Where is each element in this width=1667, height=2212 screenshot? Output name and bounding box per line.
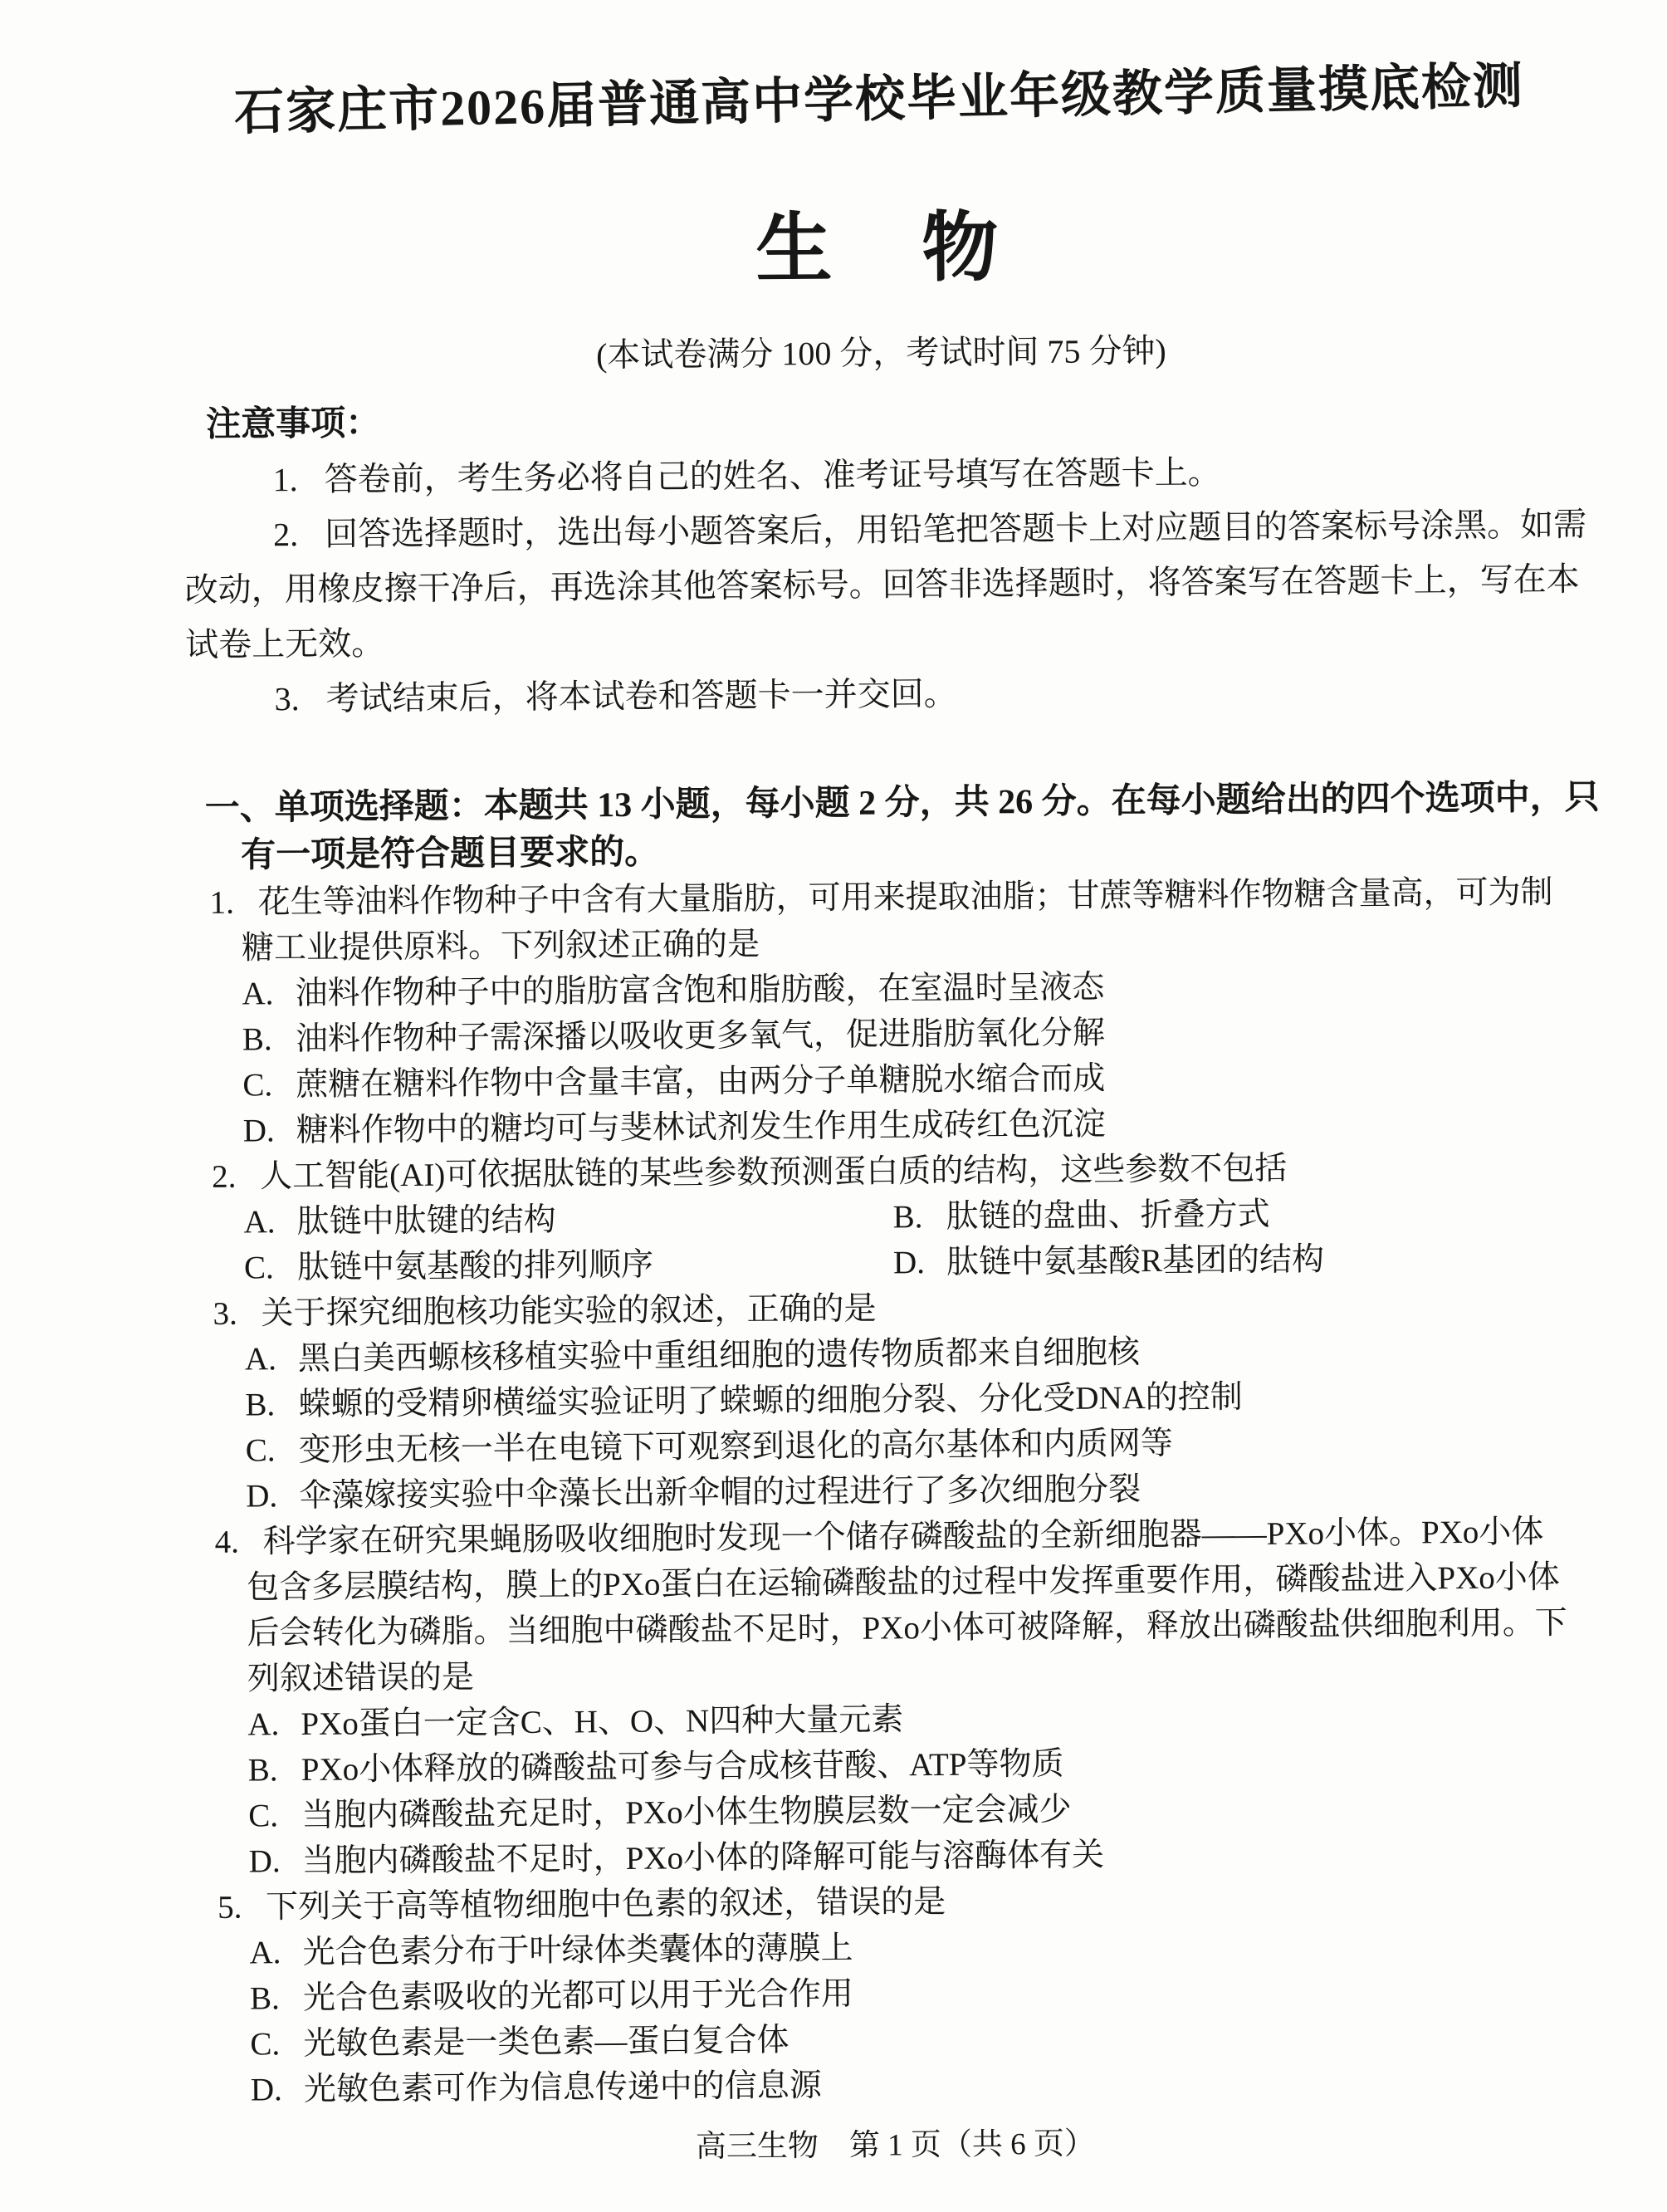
page-content xyxy=(0,58,1667,2173)
note-2-number: 2. xyxy=(272,516,299,554)
question-1-number: 1. xyxy=(209,884,235,921)
option-text: 肽链中氨基酸R基团的结构 xyxy=(946,1241,1325,1280)
question-4-number: 4. xyxy=(214,1524,240,1560)
note-3-number: 3. xyxy=(274,680,300,718)
exam-info-line: (本试卷满分 100 分，考试时间 75 分钟) xyxy=(595,331,1166,374)
note-3-text: 考试结束后，将本试卷和答题卡一并交回。 xyxy=(325,674,957,717)
question-4-stem-line-3: 后会转化为磷脂。当细胞中磷酸盐不足时，PXo小体可被降解，释放出磷酸盐供细胞利用。下 xyxy=(247,1605,1568,1652)
option-label: A. xyxy=(242,976,274,1012)
option-text: 变形虫无核一半在电镜下可观察到退化的高尔基体和内质网等 xyxy=(298,1425,1173,1469)
question-3-stem-text: 关于探究细胞核功能实验的叙述，正确的是 xyxy=(261,1290,877,1332)
option-label: C. xyxy=(250,2026,281,2063)
question-2-option-c xyxy=(244,1240,893,1290)
question-2-stem-text: 人工智能(AI)可依据肽链的某些参数预测蛋白质的结构，这些参数不包括 xyxy=(260,1150,1288,1195)
option-label: C. xyxy=(248,1798,279,1834)
question-2-option-b xyxy=(892,1192,1269,1241)
section-heading-line-2: 有一项是符合题目要求的。 xyxy=(240,833,660,875)
option-label: B. xyxy=(245,1387,276,1423)
option-text: 黑白美西螈核移植实验中重组细胞的遗传物质都来自细胞核 xyxy=(297,1334,1141,1378)
option-label: D. xyxy=(246,1478,278,1515)
option-text: 肽链中肽键的结构 xyxy=(296,1201,556,1241)
note-3 xyxy=(274,661,1663,727)
option-label: D. xyxy=(242,1113,275,1149)
question-4-stem-text: 科学家在研究果蝇肠吸收细胞时发现一个储存磷酸盐的全新细胞器——PXo小体。PXo小体 xyxy=(262,1514,1544,1560)
option-label: B. xyxy=(242,1021,272,1058)
option-text: 光敏色素是一类色素—蛋白复合体 xyxy=(303,2022,790,2063)
option-label: A. xyxy=(249,1935,281,1971)
question-2-option-a xyxy=(243,1194,892,1245)
option-text: 糖料作物中的糖均可与斐林试剂发生作用生成砖红色沉淀 xyxy=(296,1106,1106,1149)
question-1-stem-line-2: 糖工业提供原料。下列叙述正确的是 xyxy=(241,926,760,967)
option-text: 肽链的盘曲、折叠方式 xyxy=(946,1196,1270,1235)
note-2-text-1: 回答选择题时，选出每小题答案后，用铅笔把答题卡上对应题目的答案标号涂黑。如需 xyxy=(324,505,1587,553)
subject-title: 生 物 xyxy=(755,205,1005,292)
question-5-stem-text: 下列关于高等植物细胞中色素的叙述，错误的是 xyxy=(265,1883,946,1926)
option-label: B. xyxy=(247,1752,278,1789)
page-footer: 高三生物 第 1 页（共 6 页） xyxy=(695,2126,1096,2165)
option-label: D. xyxy=(248,1843,281,1880)
option-label: A. xyxy=(247,1706,280,1743)
option-text: PXo蛋白一定含C、H、O、N四种大量元素 xyxy=(301,1701,904,1743)
option-text: 油料作物种子中的脂肪富含饱和脂肪酸，在室温时呈液态 xyxy=(295,969,1105,1012)
option-text: 光敏色素可作为信息传递中的信息源 xyxy=(303,2068,823,2108)
option-label: C. xyxy=(242,1067,273,1104)
question-5-number: 5. xyxy=(217,1889,242,1926)
option-text: 当胞内磷酸盐不足时，PXo小体的降解可能与溶酶体有关 xyxy=(301,1837,1105,1880)
option-label: C. xyxy=(245,1432,276,1469)
option-text: 肽链中氨基酸的排列顺序 xyxy=(296,1246,654,1286)
option-text: PXo小体释放的磷酸盐可参与合成核苷酸、ATP等物质 xyxy=(301,1745,1064,1789)
question-2-number: 2. xyxy=(212,1158,237,1195)
note-1-number: 1. xyxy=(272,461,298,499)
option-text: 蝾螈的受精卵横缢实验证明了蝾螈的细胞分裂、分化受DNA的控制 xyxy=(298,1379,1243,1423)
option-text: 油料作物种子需深播以吸收更多氧气，促进脂肪氧化分解 xyxy=(295,1015,1106,1058)
option-text: 当胞内磷酸盐充足时，PXo小体生物膜层数一定会减少 xyxy=(301,1791,1072,1834)
question-3-number: 3. xyxy=(213,1295,237,1332)
option-text: 光合色素分布于叶绿体类囊体的薄膜上 xyxy=(302,1930,853,1971)
option-label: C. xyxy=(243,1250,275,1286)
option-label: D. xyxy=(892,1245,926,1281)
option-text: 蔗糖在糖料作物中含量丰富，由两分子单糖脱水缩合而成 xyxy=(296,1060,1106,1104)
option-text: 伞藻嫁接实验中伞藻长出新伞帽的过程进行了多次细胞分裂 xyxy=(299,1471,1141,1515)
question-1-stem-text: 花生等油料作物种子中含有大量脂肪，可用来提取油脂；甘蔗等糖料作物糖含量高，可为制 xyxy=(257,874,1553,921)
option-label: A. xyxy=(243,1204,276,1241)
question-4-stem-line-2: 包含多层膜结构，膜上的PXo蛋白在运输磷酸盐的过程中发挥重要作用，磷酸盐进入PXo小体 xyxy=(246,1559,1560,1606)
option-text: 光合色素吸收的光都可以用于光合作用 xyxy=(302,1975,854,2017)
question-2-option-d xyxy=(893,1236,1324,1285)
notes-block xyxy=(0,442,1664,729)
option-label: A. xyxy=(244,1341,277,1378)
notes-heading: 注意事项： xyxy=(205,404,381,444)
question-4-stem-line-4: 列叙述错误的是 xyxy=(247,1659,475,1697)
note-2-line-2: 改动，用橡皮擦干净后，再选涂其他答案标号。回答非选择题时，将答案写在答题卡上，写在本 xyxy=(184,560,1580,609)
note-1-text: 答卷前，考生务必将自己的姓名、准考证号填写在答题卡上。 xyxy=(324,453,1221,498)
option-label: D. xyxy=(250,2072,282,2108)
option-label: B. xyxy=(249,1980,280,2017)
section-heading-line-1: 一、单项选择题：本题共 13 小题，每小题 2 分，共 26 分。在每小题给出的四个选项中，只 xyxy=(204,778,1600,828)
note-2-line-3: 试卷上无效。 xyxy=(184,624,385,664)
option-label: B. xyxy=(892,1199,923,1236)
page-title: 石家庄市2026届普通高中学校毕业年级教学质量摸底检测 xyxy=(233,58,1525,140)
